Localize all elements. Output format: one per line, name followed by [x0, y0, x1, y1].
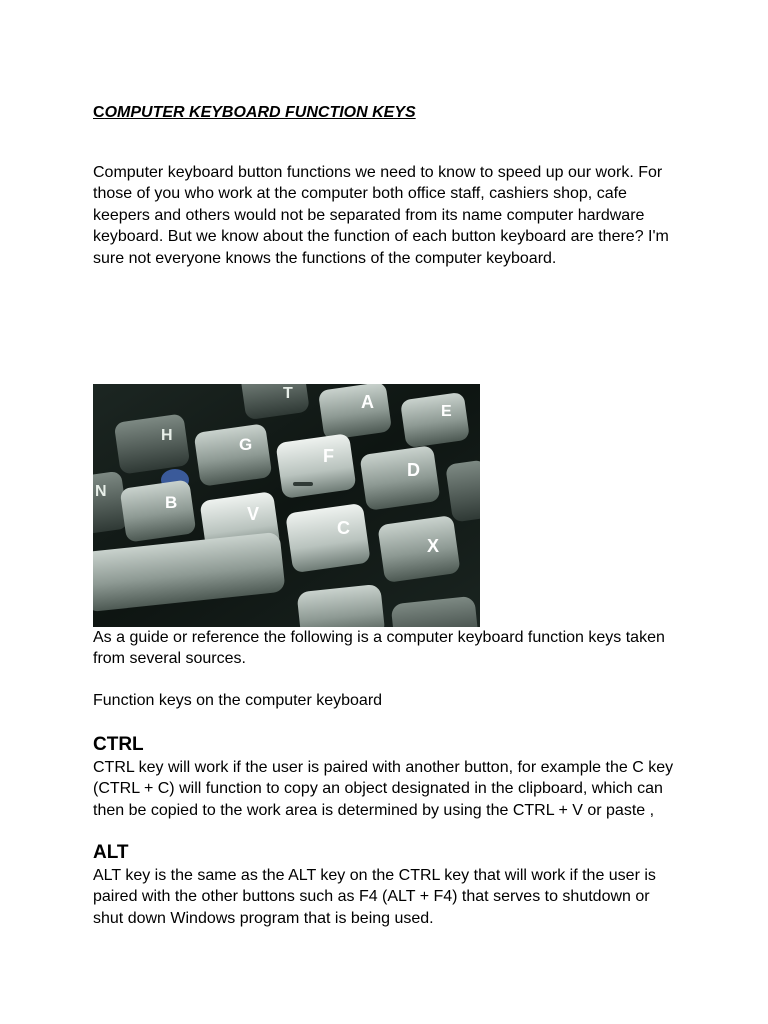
- key-label-t: T: [283, 385, 293, 402]
- key-f: [275, 433, 356, 499]
- key-label-n: N: [95, 483, 107, 500]
- key-c: [285, 503, 371, 573]
- key-label-b: B: [165, 493, 178, 512]
- guide-paragraph: As a guide or reference the following is a computer keyboard function keys taken from several sources.: [93, 629, 665, 668]
- alt-paragraph: ALT key is the same as the ALT key on the CTRL key that will work if the user is paired with the other buttons such as F4 (ALT + F4) that serves to shutdown or shut down Windows program that is being used.: [93, 867, 656, 927]
- key-x: [377, 515, 460, 583]
- key-d: [359, 445, 440, 511]
- key-label-a: A: [361, 392, 374, 412]
- key-h: [114, 413, 191, 474]
- key-label-f: F: [323, 446, 334, 466]
- keyboard-photo: [93, 384, 480, 627]
- function-keys-heading: Function keys on the computer keyboard: [93, 692, 383, 709]
- key-label-g: G: [239, 435, 253, 454]
- document-title: [93, 104, 416, 122]
- title-first-letter: C: [93, 104, 105, 121]
- key-label-x: X: [427, 536, 440, 556]
- alt-heading: ALT: [93, 842, 129, 863]
- key-label-v: V: [247, 504, 260, 524]
- key-g: [194, 423, 273, 486]
- key-e: [400, 392, 470, 448]
- ctrl-heading: CTRL: [93, 734, 144, 755]
- key-b: [120, 479, 197, 542]
- key-label-d: D: [407, 460, 420, 480]
- key-label-h: H: [161, 427, 173, 444]
- key-label-c: C: [337, 518, 350, 538]
- ctrl-paragraph: CTRL key will work if the user is paired with another button, for example the C key (CTRL + C) will function to copy an object designated in the clipboard, which can then be copied to the work area is determined by using the CTRL + V or paste ,: [93, 759, 674, 819]
- key-label-e: E: [441, 403, 452, 420]
- intro-paragraph: Computer keyboard button functions we need to know to speed up our work. For those of you who work at the computer both office staff, cashiers shop, cafe keepers and others would not be separated from its name computer hardware keyboard. But we know about the function of each button keyboard are there? I'm sure not everyone knows the functions of the computer keyboard.: [93, 164, 669, 267]
- key-a: [318, 384, 392, 440]
- title-rest: OMPUTER KEYBOARD FUNCTION KEYS: [104, 104, 416, 121]
